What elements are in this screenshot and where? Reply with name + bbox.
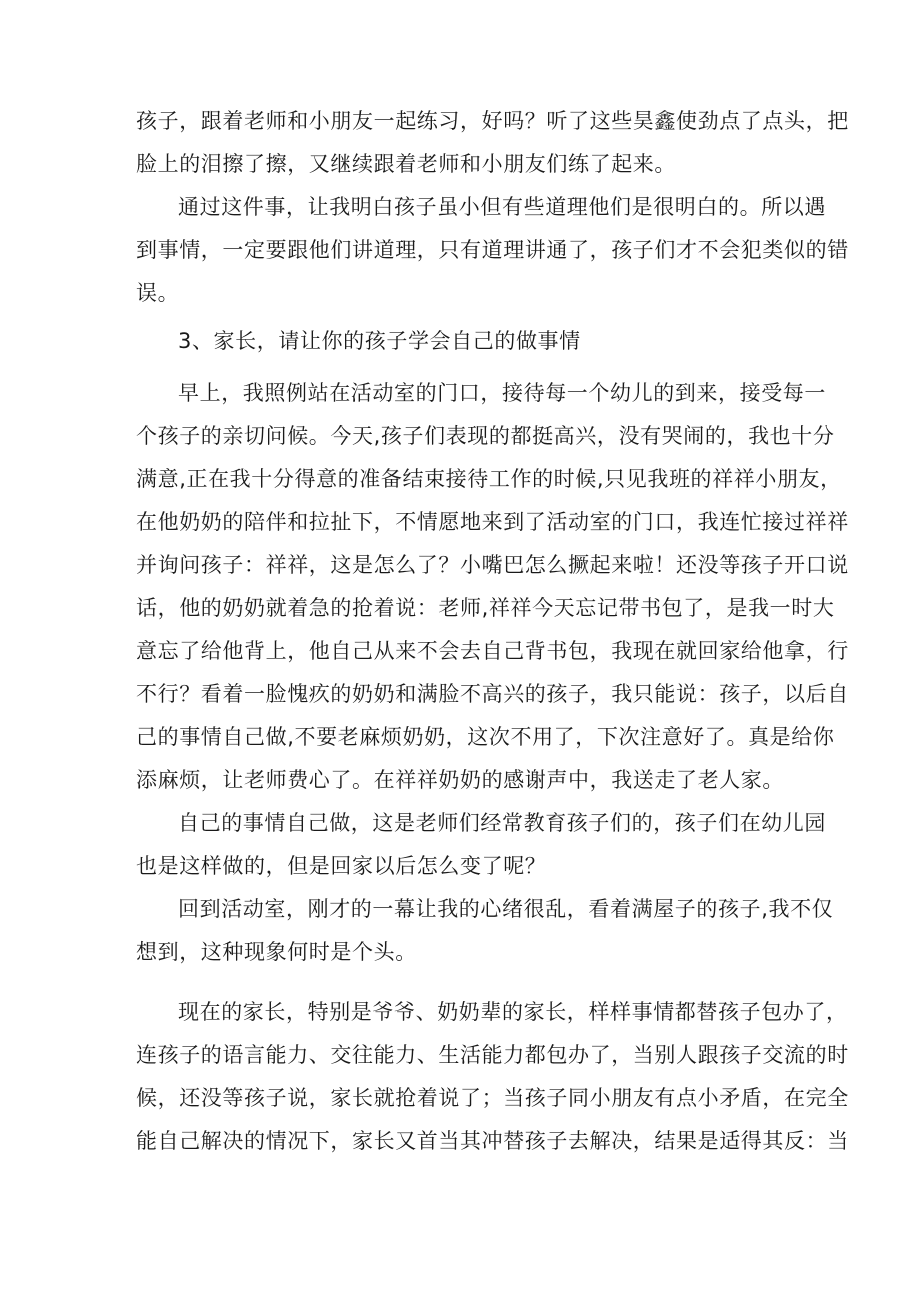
text-line: 脸上的泪擦了擦，又继续跟着老师和小朋友们练了起来。: [136, 152, 676, 176]
text-line: 误。: [136, 281, 180, 305]
text-line: 添麻烦，让老师费心了。在祥祥奶奶的感谢声中，我送走了老人家。: [136, 768, 784, 792]
text-line: 在他奶奶的陪伴和拉扯下，不情愿地来到了活动室的门口，我连忙接过祥祥: [136, 510, 849, 534]
text-line: 意忘了给他背上，他自己从来不会去自己背书包，我现在就回家给他拿，行: [136, 639, 849, 663]
text-line: 个孩子的亲切问候。今天,孩子们表现的都挺高兴，没有哭闹的，我也十分: [136, 424, 835, 448]
text-line: 不行？看着一脸愧疚的奶奶和满脸不高兴的孩子，我只能说：孩子，以后自: [136, 682, 849, 706]
text-line: 想到，这种现象何时是个头。: [136, 940, 417, 964]
text-line: 回到活动室，刚才的一幕让我的心绪很乱，看着满屋子的孩子,我不仅: [178, 897, 834, 921]
text-line: 候，还没等孩子说，家长就抢着说了；当孩子同小朋友有点小矛盾，在完全: [136, 1086, 849, 1110]
text-line: 到事情，一定要跟他们讲道理，只有道理讲通了，孩子们才不会犯类似的错: [136, 238, 849, 262]
text-line: 早上，我照例站在活动室的门口，接待每一个幼儿的到来，接受每一: [178, 381, 826, 405]
text-line: 满意,正在我十分得意的准备结束接待工作的时候,只见我班的祥祥小朋友，: [136, 467, 842, 491]
text-line: 能自己解决的情况下，家长又首当其冲替孩子去解决，结果是适得其反：当: [136, 1129, 849, 1153]
text-line: 现在的家长，特别是爷爷、奶奶辈的家长，样样事情都替孩子包办了，: [178, 1000, 848, 1024]
text-line: 己的事情自己做,不要老麻烦奶奶，这次不用了，下次注意好了。真是给你: [136, 725, 835, 749]
text-line: 也是这样做的，但是回家以后怎么变了呢？: [136, 854, 547, 878]
text-line: 话，他的奶奶就着急的抢着说：老师,祥祥今天忘记带书包了，是我一时大: [136, 596, 835, 620]
section-heading: 3、家长，请让你的孩子学会自己的做事情: [178, 329, 581, 353]
text-line: 连孩子的语言能力、交往能力、生活能力都包办了，当别人跟孩子交流的时: [136, 1043, 849, 1067]
text-line: 自己的事情自己做，这是老师们经常教育孩子们的，孩子们在幼儿园: [178, 811, 826, 835]
text-line: 孩子，跟着老师和小朋友一起练习，好吗？听了这些昊鑫使劲点了点头，把: [136, 109, 849, 133]
text-line: 并询问孩子：祥祥，这是怎么了？小嘴巴怎么撅起来啦！还没等孩子开口说: [136, 553, 849, 577]
text-line: 通过这件事，让我明白孩子虽小但有些道理他们是很明白的。所以遇: [178, 195, 826, 219]
